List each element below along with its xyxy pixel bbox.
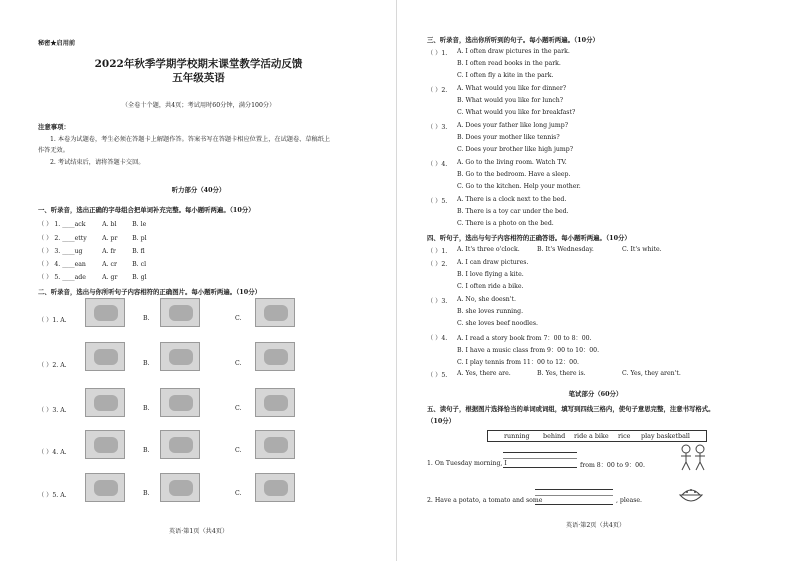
notice-heading: 注意事项： [38,123,70,131]
word-bank-box [487,430,707,442]
q5-item-1-end: from 8：00 to 9：00. [580,462,645,469]
picture-q2-5c [255,473,295,502]
page-footer-2: 英语·第2页（共4页） [565,522,626,529]
q2-item-5-label: （ ）5. A. [38,492,67,499]
answer-paren[interactable]: （ ） [38,221,53,228]
writing-line [535,489,613,490]
q3-item-5-paren[interactable]: （ ）5. [427,198,448,205]
q3-item-3-paren[interactable]: （ ）3. [427,124,448,131]
picture-q2-3b [160,388,200,417]
picture-q2-3a [85,388,125,417]
exam-title: 2022年秋季学期学校期末课堂教学活动反馈 [94,58,303,70]
q4-item-2-paren[interactable]: （ ）2. [427,261,448,268]
writing-section-heading: 笔试部分（60分） [568,390,623,398]
word-bank-item: running [504,432,530,440]
picture-q2-1a [85,298,125,327]
q1-item-5: （ ） 5. ____ade A. gr B. gl [38,274,147,281]
picture-q2-2b [160,342,200,371]
word-bank-item: behind [543,432,566,440]
q4-heading: 四、听句子，选出与句子内容相符的正确答语。每小题听两遍。（10分） [427,234,631,242]
q4-item-4-paren[interactable]: （ ）4. [427,335,448,342]
picture-q2-5a [85,473,125,502]
answer-paren[interactable]: （ ） [38,261,53,268]
q2-item-3-label: （ ）3. A. [38,407,67,414]
listening-section-heading: 听力部分（40分） [171,186,226,194]
q1-item-1: （ ） 1. ____ack A. bl B. le [38,221,147,228]
q4-item-1-paren[interactable]: （ ）1. [427,248,448,255]
picture-q2-4b [160,430,200,459]
picture-q2-1b [160,298,200,327]
q5-item-1-start: 1. On Tuesday morning, I [427,460,507,467]
notice-2: 2. 考试结束后，请将答题卡交回。 [50,159,145,166]
q2-item-1-label: （ ）1. A. [38,317,67,324]
q1-item-3: （ ） 3. ____ug A. fr B. fl [38,248,145,255]
picture-q2-5b [160,473,200,502]
q5-score: （10分） [427,417,456,425]
answer-paren[interactable]: （ ） [38,235,53,242]
confidential-stamp: 秘密★启用前 [38,40,76,47]
exam-info: （全卷十个题，共4页；考试用时60分钟，满分100分） [121,102,276,109]
picture-q2-1c [255,298,295,327]
notice-1-cont: 作答无效。 [38,147,69,154]
q3-item-2-paren[interactable]: （ ）2. [427,87,448,94]
q5-item-2-answer-line[interactable] [535,504,613,505]
q3-item-4-paren[interactable]: （ ）4. [427,161,448,168]
q3-heading: 三、听录音，选出你所听到的句子。每小题听两遍。（10分） [427,36,599,44]
q4-item-3-paren[interactable]: （ ）3. [427,298,448,305]
rice-bowl-picture [677,485,705,507]
writing-line [503,452,577,453]
picture-q2-4a [85,430,125,459]
q2-item-2-label: （ ）2. A. [38,362,67,369]
picture-q2-2a [85,342,125,371]
q3-item-1-paren[interactable]: （ ）1. [427,50,448,57]
q2-heading: 二、听录音，选出与你所听句子内容相符的正确图片。每小题听两遍。（10分） [38,288,261,296]
exam-page-1: 秘密★启用前 2022年秋季学期学校期末课堂教学活动反馈 五年级英语 （全卷十个题，共4页；考试用时60分钟，满分100分） 注意事项： 1. 本卷为试题卷，考生必须在答题卡上解题作答。答案书写在答题卡相应位置上，在试题卷、草稿纸上 作答无效。 2. 考试结束后，请将答题卡交回。 听力部分（40分） 一、听录音，选出正确的字母组合把单词补充完整。每小题听两遍。（10分） （ ） 1. ____ack A. bl B. le （ ） 2. ____etty A. pr B. pl （ ） 3. ____ug A. fr B. fl （ ） 4. ____ean A. cr B. cl （ ） 5. ____ade A. gr B. gl 二、听录音，选出与你所听句子内容相符的正确图片。每小题听两遍。（10分） （ ）1. A. B. C. （ ）2. A. B. C. （ ）3. A. B. C. （ ）4. A. B. C. （ ）5. A. B. C. 英语·第1页（共4页） [0,0,397,561]
q5-item-2-start: 2. Have a potato, a tomato and some [427,497,543,504]
word-bank-item: rice [618,432,631,440]
word-bank-item: play basketball [641,432,690,440]
page-footer-1: 英语·第1页（共4页） [168,528,229,535]
q2-item-4-label: （ ）4. A. [38,449,67,456]
word-bank-item: ride a bike [574,432,609,440]
exam-page-2: 三、听录音，选出你所听到的句子。每小题听两遍。（10分） （ ）1. A. I often draw pictures in the park. B. I often read books in the park. C. I often fly a kite in the park. （ ）2. A. What would you like for dinner? B. What would you like for lunch? C. What would you like for breakfast? （ ）3. A. Does your father like long jump? B. Does your mother like tennis? C. Does your brother like high jump? （ ）4. A. Go to the living room. Watch TV. B. Go to the bedroom. Have a sleep. C. Go to the kitchen. Help your mother. （ ）5. A. There is a clock next to the bed. B. There is a toy car under the bed. C. There is a photo on the bed. 四、听句子，选出与句子内容相符的正确答语。每小题听两遍。（10分） （ ）1. A. It's three o'clock. B. It's Wednesday. C. It's white. （ ）2. A. I can draw pictures. B. I love flying a kite. C. I often ride a bike. （ ）3. A. No, she doesn't. B. she loves running. C. she loves beef noodles. （ ）4. A. I read a story book from 7：00 to 8：00. B. I have a music class from 9：00 to 10：00. C. I play tennis from 11：00 to 12：00. （ ）5. A. Yes, there are. B. Yes, there is. C. Yes, they aren't. 笔试部分（60分） 五、读句子，根据图片选择恰当的单词或词组，填写到四线三格内，使句子意思完整，注意书写格式。 （10分） running behind ride a bike rice play basketball 1. On Tuesday morning, I from 8：00 to 9：00. 2. Have a potato, a tomato and some , please. 英语·第2页（共4页） [397,0,794,561]
q5-item-2-end: , please. [616,497,643,504]
picture-q2-2c [255,342,295,371]
writing-line [503,458,577,459]
q1-heading: 一、听录音，选出正确的字母组合把单词补充完整。每小题听两遍。（10分） [38,206,255,214]
q5-item-1-answer-line[interactable] [503,467,577,468]
kids-running-picture [677,443,709,473]
exam-subject: 五年级英语 [172,72,225,84]
q4-item-5-paren[interactable]: （ ）5. [427,372,448,379]
answer-paren[interactable]: （ ） [38,274,53,281]
notice-1: 1. 本卷为试题卷，考生必须在答题卡上解题作答。答案书写在答题卡相应位置上，在试题卷、草稿纸上 [50,136,331,143]
q1-item-2: （ ） 2. ____etty A. pr B. pl [38,235,147,242]
picture-q2-3c [255,388,295,417]
q1-item-4: （ ） 4. ____ean A. cr B. cl [38,261,147,268]
picture-q2-4c [255,430,295,459]
writing-line [535,495,613,496]
answer-paren[interactable]: （ ） [38,248,53,255]
q5-heading: 五、读句子，根据图片选择恰当的单词或词组，填写到四线三格内，使句子意思完整，注意书写格式。 [427,405,715,413]
